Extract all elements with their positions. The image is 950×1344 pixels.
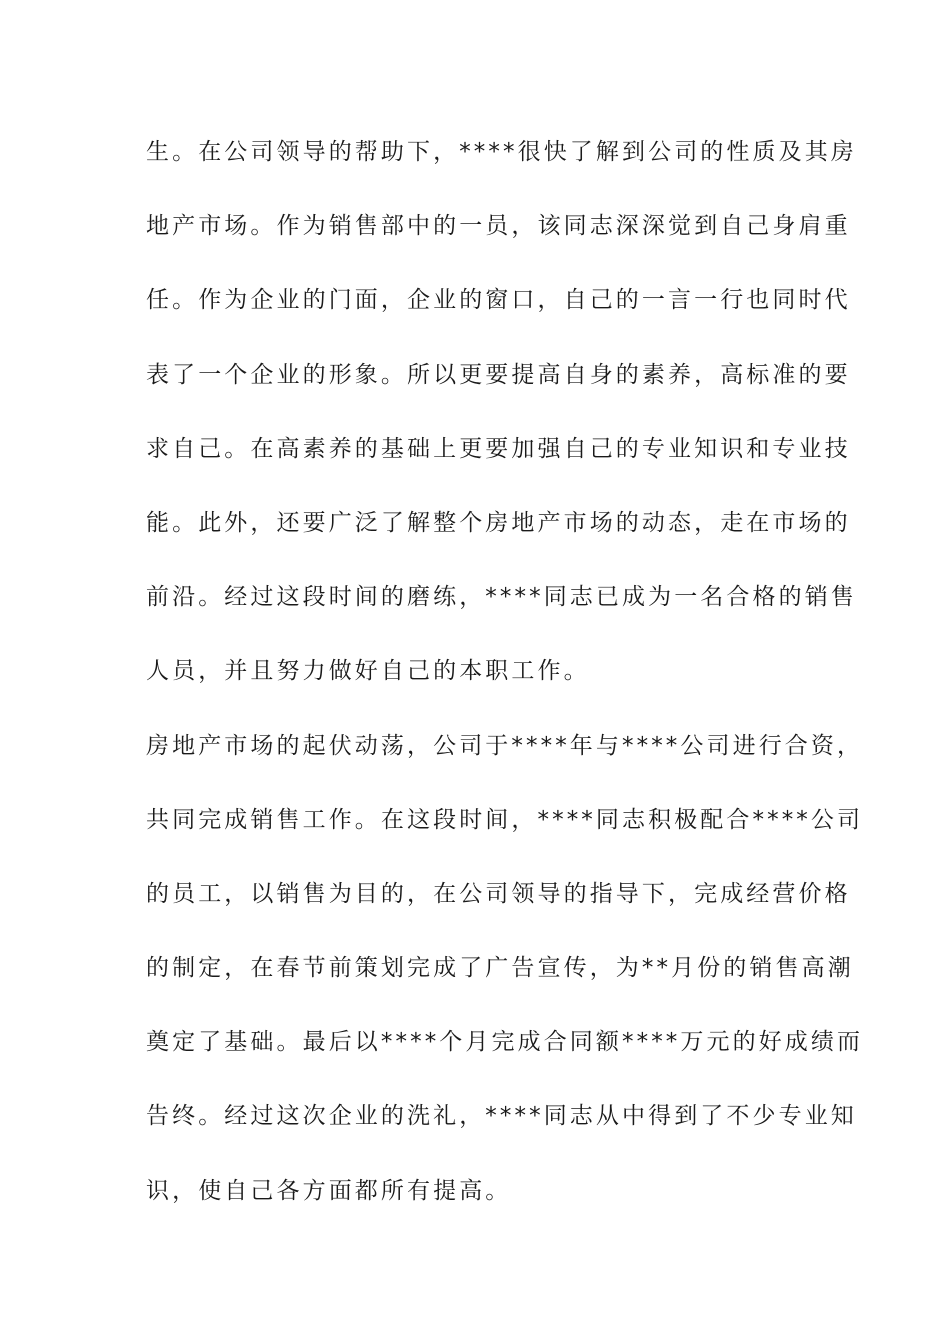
paragraph-1 xyxy=(146,128,857,722)
text-line: 地产市场。作为销售部中的一员，该同志深深觉到自己身肩重 xyxy=(146,213,851,240)
text-line: 识，使自己各方面都所有提高。 xyxy=(146,1177,512,1204)
text-line: 告终。经过这次企业的洗礼，****同志从中得到了不少专业知 xyxy=(146,1103,857,1130)
text-line: 的制定，在春节前策划完成了广告宣传，为**月份的销售高潮 xyxy=(146,955,854,982)
text-line: 表了一个企业的形象。所以更要提高自身的素养，高标准的要 xyxy=(146,361,851,388)
paragraph-2 xyxy=(146,722,864,1241)
text-line: 房地产市场的起伏动荡，公司于****年与****公司进行合资， xyxy=(146,732,864,759)
text-line: 奠定了基础。最后以****个月完成合同额****万元的好成绩而 xyxy=(146,1029,864,1056)
text-line: 的员工，以销售为目的，在公司领导的指导下，完成经营价格 xyxy=(146,880,851,907)
text-line: 前沿。经过这段时间的磨练，****同志已成为一名合格的销售 xyxy=(146,584,857,611)
document-body xyxy=(146,128,864,1241)
text-line: 求自己。在高素养的基础上更要加强自己的专业知识和专业技 xyxy=(146,435,851,462)
text-line: 能。此外，还要广泛了解整个房地产市场的动态，走在市场的 xyxy=(146,509,851,536)
text-line: 共同完成销售工作。在这段时间，****同志积极配合****公司 xyxy=(146,806,864,833)
text-line: 任。作为企业的门面，企业的窗口，自己的一言一行也同时代 xyxy=(146,287,851,314)
text-line: 人员，并且努力做好自己的本职工作。 xyxy=(146,658,590,685)
text-line: 生。在公司领导的帮助下，****很快了解到公司的性质及其房 xyxy=(146,139,857,165)
